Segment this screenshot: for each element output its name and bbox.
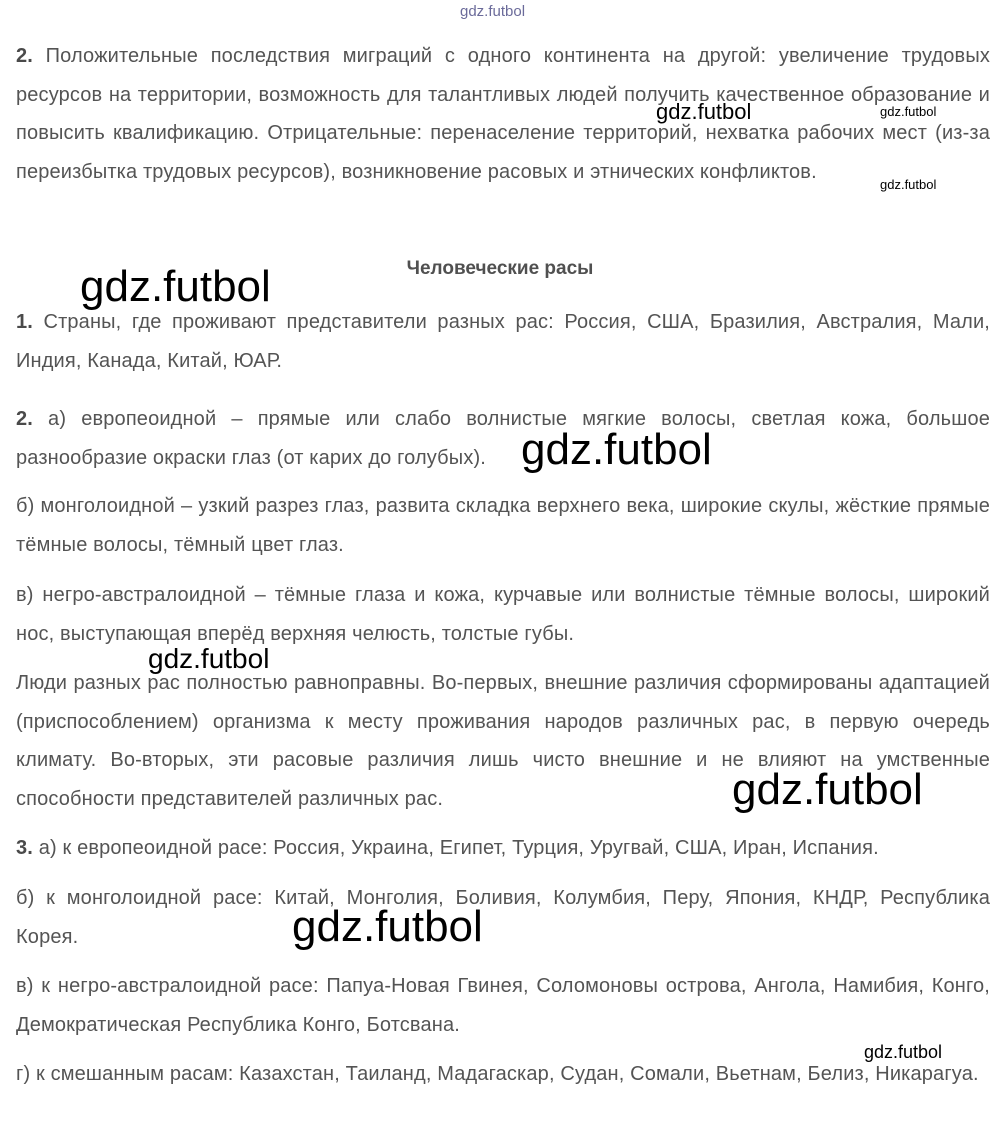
paragraph-text: Страны, где проживают представители разных рас: Россия, США, Бразилия, Австралия, Мали, Индия, Канада, Китай, ЮАР.: [16, 311, 990, 372]
item-number: 3.: [16, 837, 33, 859]
section-heading: Человеческие расы: [406, 258, 594, 279]
watermark: gdz.futbol: [292, 902, 483, 951]
paragraph-countries: [16, 303, 990, 380]
paragraph-text: б) монголоидной – узкий разрез глаз, развита складка верхнего века, широкие скулы, жёсткие прямые тёмные волосы, тёмный цвет глаз.: [16, 495, 990, 556]
paragraph-race-negroid: [16, 967, 990, 1044]
paragraph-text: в) к негро-австралоидной расе: Папуа-Новая Гвинея, Соломоновы острова, Ангола, Намибия, Конго, Демократическая Республика Конго, Ботсвана.: [16, 975, 990, 1036]
item-number: 2.: [16, 45, 33, 67]
watermark: gdz.futbol: [148, 643, 270, 674]
paragraph-migration: [16, 37, 990, 191]
paragraph-text: Положительные последствия миграций с одного континента на другой: увеличение трудовых ресурсов на территории, возможность для талантливых людей получить качественное образование и повысить квалификацию. Отрицательные: перенаселение территорий, нехватка рабочих мест (из-за переизбытка трудовых ресурсов), возникновение расовых и этнических конфликтов.: [16, 45, 990, 183]
watermark: gdz.futbol: [521, 425, 712, 474]
item-number: 1.: [16, 311, 33, 333]
paragraph-race-mongoloid: [16, 879, 990, 956]
watermark: gdz.futbol: [80, 262, 271, 311]
paragraph-race-europeoid: [16, 829, 990, 868]
paragraph-text: Люди разных рас полностью равноправны. Во-первых, внешние различия сформированы адаптацией (приспособлением) организма к месту проживания народов различных рас, в первую очередь климату. Во-вторых, эти расовые различия лишь чисто внешние и не влияют на умственные способности представителей различных рас.: [16, 672, 990, 810]
watermark: gdz.futbol: [656, 99, 752, 124]
paragraph-text: в) негро-австралоидной – тёмные глаза и кожа, курчавые или волнистые тёмные волосы, широкий нос, выступающая вперёд верхняя челюсть, толстые губы.: [16, 584, 990, 645]
paragraph-race-mixed: [16, 1055, 990, 1094]
paragraph-negroid: [16, 576, 990, 653]
paragraph-europeoid: [16, 400, 990, 477]
watermark: gdz.futbol: [880, 104, 937, 119]
paragraph-text: а) к европеоидной расе: Россия, Украина, Египет, Турция, Уругвай, США, Иран, Испания.: [32, 837, 879, 859]
paragraph-text: а) европеоидной – прямые или слабо волнистые мягкие волосы, светлая кожа, большое разнообразие окраски глаз (от карих до голубых).: [16, 408, 990, 469]
paragraph-mongoloid: [16, 487, 990, 564]
watermark-top: gdz.futbol: [460, 3, 526, 20]
paragraph-text: б) к монголоидной расе: Китай, Монголия, Боливия, Колумбия, Перу, Япония, КНДР, Республика Корея.: [16, 887, 990, 948]
paragraph-text: г) к смешанным расам: Казахстан, Таиланд, Мадагаскар, Судан, Сомали, Вьетнам, Белиз, Никарагуа.: [16, 1063, 979, 1085]
watermark: gdz.futbol: [864, 1042, 943, 1062]
item-number: 2.: [16, 408, 33, 430]
watermark: gdz.futbol: [880, 177, 937, 192]
watermark: gdz.futbol: [732, 765, 923, 814]
